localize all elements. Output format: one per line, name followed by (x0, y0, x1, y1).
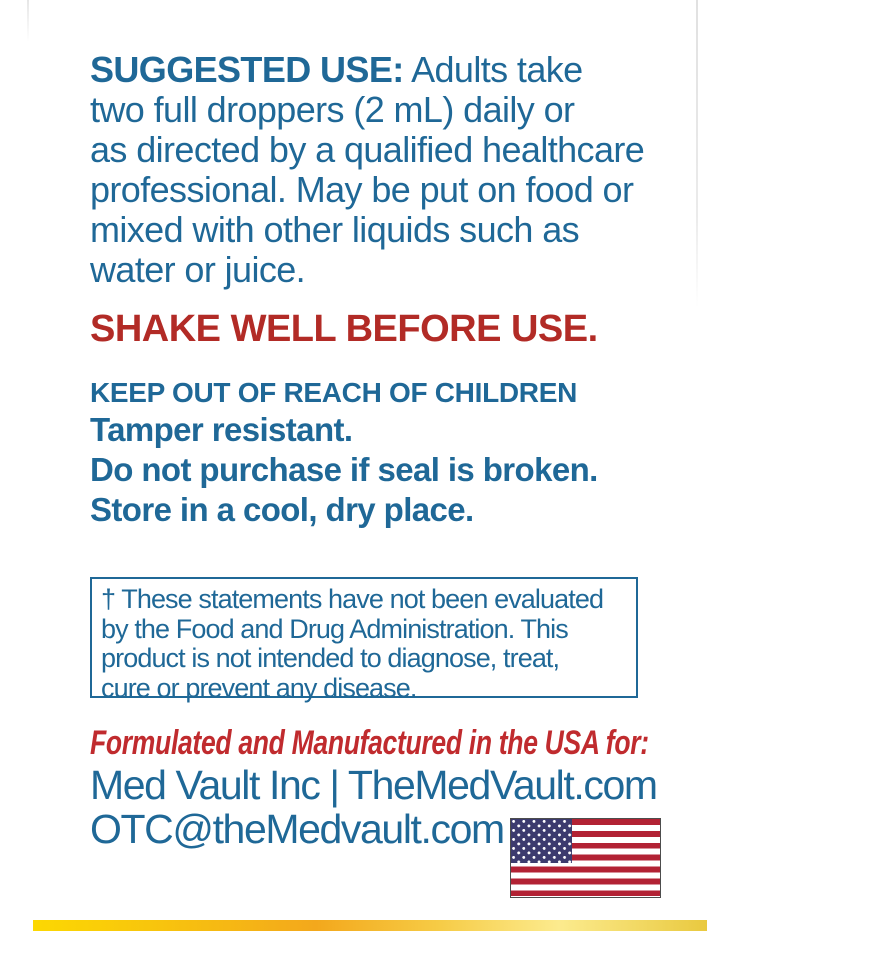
fda-disclaimer-line: by the Food and Drug Administration. This (101, 613, 568, 644)
keep-out-of-reach-warning: KEEP OUT OF REACH OF CHILDREN (90, 377, 578, 408)
suggested-use-line: mixed with other liquids such as (90, 209, 580, 250)
safety-line: Do not purchase if seal is broken. (90, 451, 598, 488)
manufacturer-tagline: Formulated and Manufactured in the USA for: (90, 724, 649, 762)
shake-well-warning: SHAKE WELL BEFORE USE. (90, 308, 598, 350)
suggested-use-paragraph (90, 50, 730, 290)
us-flag-image (510, 818, 661, 898)
flag-star-canton (511, 819, 572, 863)
safety-instructions (90, 410, 598, 530)
fda-disclaimer-line: product is not intended to diagnose, treat, (101, 643, 560, 673)
fda-disclaimer-line: cure or prevent any disease. (101, 672, 417, 703)
suggested-use-line: professional. May be put on food or (90, 169, 634, 210)
suggested-use-heading: SUGGESTED USE: (90, 49, 404, 90)
fda-disclaimer-line: † These statements have not been evaluated (101, 584, 604, 614)
safety-line: Tamper resistant. (90, 411, 353, 448)
label-edge-mark (27, 0, 29, 42)
suggested-use-line: two full droppers (2 mL) daily or (90, 89, 575, 130)
suggested-use-line: water or juice. (90, 249, 306, 290)
contact-email: OTC@theMedvault.com (90, 806, 504, 852)
suggested-use-text: Adults take (411, 49, 583, 90)
safety-line: Store in a cool, dry place. (90, 491, 474, 528)
suggested-use-line: as directed by a qualified healthcare (90, 129, 645, 170)
company-name-and-website: Med Vault Inc | TheMedVault.com (90, 762, 657, 808)
fda-disclaimer-box (90, 577, 638, 703)
gold-divider-bar (33, 920, 707, 931)
suggested-use-line (90, 50, 730, 90)
